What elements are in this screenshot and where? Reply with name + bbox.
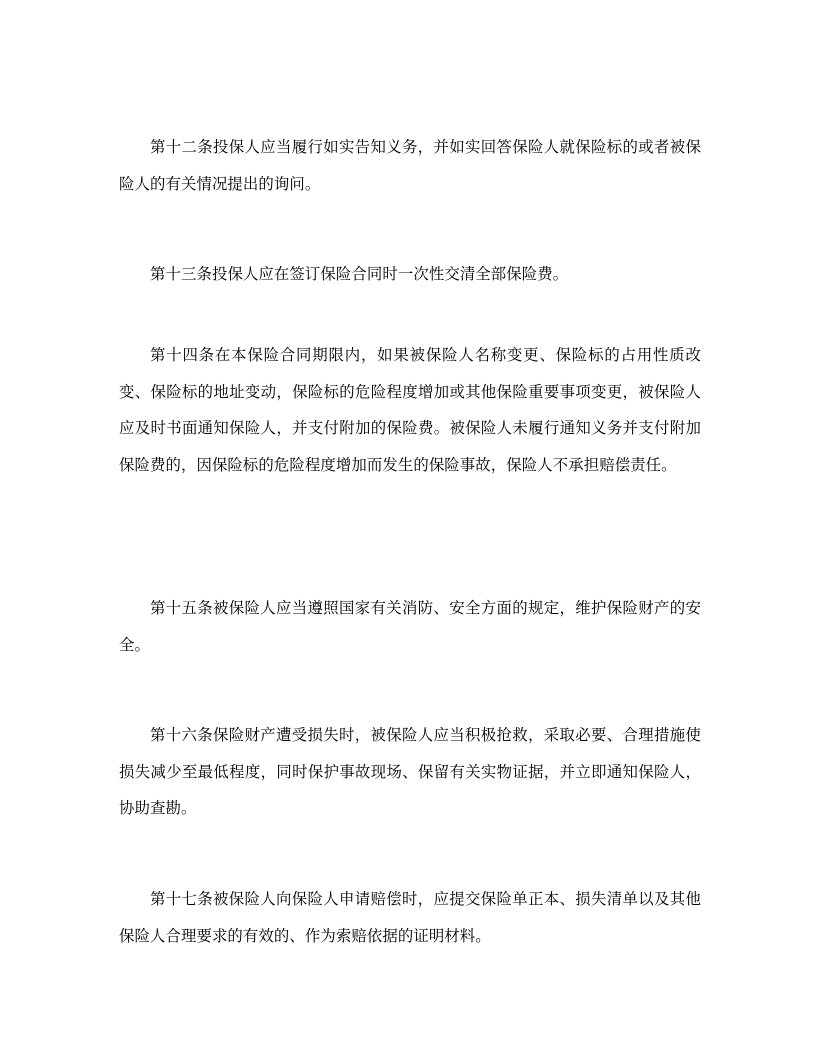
paragraph-article-15: 第十五条被保险人应当遵照国家有关消防、安全方面的规定，维护保险财产的安全。 bbox=[119, 599, 701, 654]
paragraph-article-16: 第十六条保险财产遭受损失时，被保险人应当积极抢救，采取必要、合理措施使损失减少至最低程度，同时保护事故现场、保留有关实物证据，并立即通知保险人，协助查勘。 bbox=[119, 726, 701, 817]
paragraph-article-17: 第十七条被保险人向保险人申请赔偿时，应提交保险单正本、损失清单以及其他保险人合理要求的有效的、作为索赔依据的证明材料。 bbox=[119, 890, 701, 945]
paragraph-article-13: 第十三条投保人应在签订保险合同时一次性交清全部保险费。 bbox=[150, 265, 569, 283]
paragraph-article-14: 第十四条在本保险合同期限内，如果被保险人名称变更、保险标的占用性质改变、保险标的地址变动，保险标的危险程度增加或其他保险重要事项变更，被保险人应及时书面通知保险人，并支付附加的保险费。被保险人未履行通知义务并支付附加保险费的，因保险标的危险程度增加而发生的保险事故，保险人不承担赔偿责任。 bbox=[119, 346, 701, 474]
paragraph-article-12: 第十二条投保人应当履行如实告知义务，并如实回答保险人就保险标的或者被保险人的有关情况提出的询问。 bbox=[119, 138, 701, 193]
